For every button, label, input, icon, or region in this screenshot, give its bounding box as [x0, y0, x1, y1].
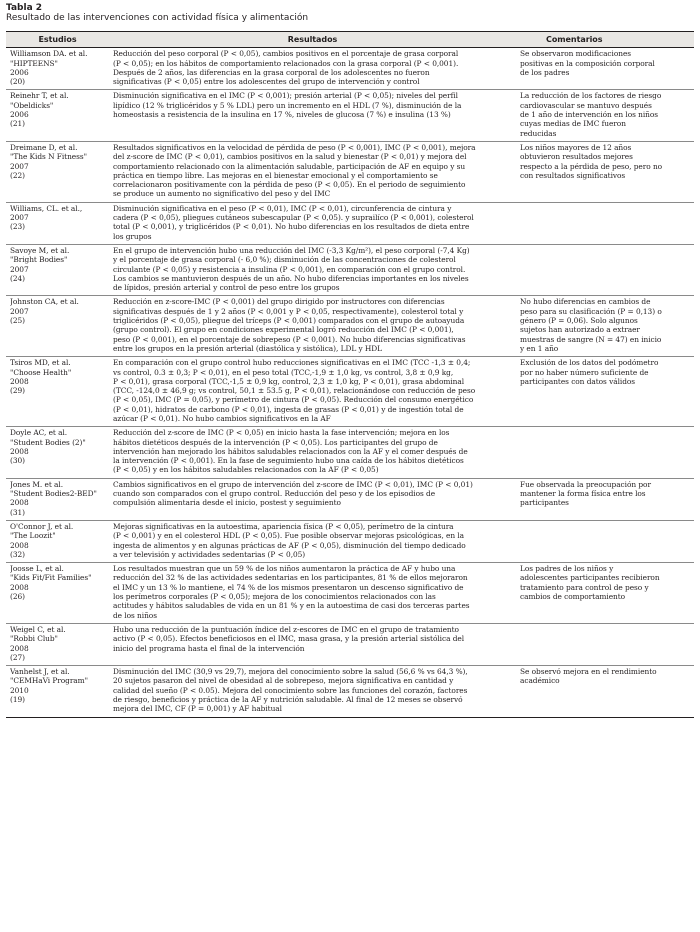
study-line: (25) [10, 316, 25, 326]
results-cell [109, 520, 516, 562]
results-line: Después de 2 años, las diferencias en la grasa corporal de los adolescentes no fueron [113, 67, 430, 77]
study-line: 2006 [10, 110, 29, 120]
comments-line: positivas en la composición corporal [520, 58, 655, 68]
study-line: "Student Bodies2-BED" [10, 489, 97, 499]
results-line: P < 0,01), grasa corporal (TCC,-1,5 ± 0,9 kg, control, 2,3 ± 1,0 kg, P < 0,01), grasa abdominal [113, 376, 465, 386]
comments-line: Fue observada la preocupación por [520, 479, 651, 489]
results-cell [109, 563, 516, 624]
study-line: (29) [10, 386, 25, 396]
study-line: (22) [10, 170, 25, 180]
study-line: (23) [10, 222, 25, 232]
study-line: Weigel C, et al. [10, 624, 66, 634]
results-line: Resultados significativos en la velocidad de pérdida de peso (P < 0,001), IMC (P < 0,001), mejora [113, 142, 476, 152]
results-line: 20 sujetos pasaron del nivel de obesidad al de sobrepeso, mejora significativa en cantidad y [113, 676, 454, 686]
comments-line: participantes [520, 498, 569, 508]
study-line: "CEMHaVi Program" [10, 676, 88, 686]
results-line: Los resultados muestran que un 59 % de los niños aumentaron la práctica de AF y hubo una [113, 564, 456, 574]
results-line: ingesta de alimentos y en algunas prácticas de AF (P < 0,05), disminución del tiempo dedicado [113, 540, 466, 550]
results-line: vs control, 0.3 ± 0,3; P < 0,01), en el peso total (TCC,-1,9 ± 1,0 kg, vs control, 3,8 ± 0,9 kg, [113, 367, 454, 377]
results-line: En el grupo de intervención hubo una reducción del IMC (-3,3 Kg/m²), el peso corporal (-7,4 Kg) [113, 245, 470, 255]
study-line: (27) [10, 652, 25, 662]
comments-line: académico [520, 676, 560, 686]
results-line: de los niños [113, 610, 157, 620]
results-line: y el porcentaje de grasa corporal (- 6,0 %); disminución de las concentraciones de colesterol [113, 255, 456, 265]
comments-line: por no haber número suficiente de [520, 367, 649, 377]
results-line: homeostasis a resistencia de la insulina en 17 %, niveles de glucosa (7 %) e insulina (13 %) [113, 110, 451, 120]
table-row [6, 666, 694, 717]
results-line: (P < 0,05), IMC (P = 0,05), y perímetro de cintura (P < 0,05). Reducción del consumo energético [113, 395, 474, 405]
study-cell [6, 427, 109, 478]
study-line: "Robbi Club" [10, 634, 58, 644]
study-line: "Choose Health" [10, 367, 72, 377]
results-line: (P < 0,01), hidratos de carbono (P < 0,01), ingesta de grasas (P < 0,01) y de ingestión total de [113, 404, 464, 414]
results-line: el IMC y un 13 % lo mantiene, el 74 % de los mismos presentaron un descenso significativo de [113, 582, 464, 592]
results-line: se produce un aumento no significativo del peso y del IMC [113, 189, 331, 199]
results-cell [109, 666, 516, 717]
study-line: (31) [10, 507, 25, 517]
results-line: Mejoras significativas en la autoestima, apariencia física (P < 0,05), perímetro de la cintura [113, 521, 454, 531]
study-cell [6, 48, 109, 90]
study-line: Jones M. et al. [10, 479, 64, 489]
study-line: (26) [10, 592, 25, 602]
study-line: Savoye M, et al. [10, 245, 70, 255]
results-line: correlacionaron positivamente con la pérdida de peso (P < 0,05). En el periodo de seguimiento [113, 180, 466, 190]
study-cell [6, 244, 109, 295]
results-line: peso (P < 0,001), en el porcentaje de sobrepeso (P < 0,001). No hubo diferencias significativas [113, 334, 466, 344]
results-line: (P < 0,05) y en los hábitos saludables relacionados con la AF (P < 0,05) [113, 465, 379, 475]
study-line: Dreimane D, et al. [10, 142, 78, 152]
study-line: 2008 [10, 498, 29, 508]
comments-line: mantener la forma física entre los [520, 489, 646, 499]
results-line: Hubo una reducción de la puntuación índice del z-escores de IMC en el grupo de tratamiento [113, 624, 459, 634]
comments-line: cardiovascular se mantuvo después [520, 100, 652, 110]
table-row [6, 141, 694, 202]
results-cell [109, 202, 516, 244]
results-cell [109, 623, 516, 665]
results-line: cuando son comparados con el grupo control. Reducción del peso y de los episodios de [113, 489, 436, 499]
study-line: "The Kids N Fitness" [10, 152, 87, 162]
comments-line: Exclusión de los datos del podómetro [520, 358, 659, 368]
study-line: Doyle AC, et al. [10, 428, 68, 438]
results-cell [109, 478, 516, 520]
header-comments: Comentarios [516, 32, 694, 48]
table-row [6, 623, 694, 665]
table-row [6, 478, 694, 520]
comments-line: reducidas [520, 128, 557, 138]
comments-line: y en 1 año [520, 343, 559, 353]
results-line: de lípidos, presión arterial y control de peso entre los grupos [113, 283, 340, 293]
comments-cell [516, 623, 694, 665]
comments-line: obtuvieron resultados mejores [520, 152, 633, 162]
results-line: (P < 0,001) y en el colesterol HDL (P < 0,05). Fue posible observar mejoras psicológicas, en la [113, 531, 465, 541]
comments-cell [516, 48, 694, 90]
results-cell [109, 90, 516, 141]
table-row [6, 296, 694, 357]
study-line: Johnston CA, et al. [10, 297, 79, 307]
study-line: (32) [10, 549, 25, 559]
results-line: Disminución del IMC (30,9 vs 29,7), mejora del conocimiento sobre la salud (56,6 % vs 64,3 %), [113, 667, 468, 677]
study-line: Vanhelst J, et al. [10, 667, 70, 677]
results-line: Reducción en z-score-IMC (P < 0,001) del grupo dirigido por instructores con diferencias [113, 297, 445, 307]
study-line: 2007 [10, 213, 29, 223]
header-studies: Estudios [6, 32, 109, 48]
study-line: "HIPTEENS" [10, 58, 58, 68]
results-line: calidad del sueño (P < 0.05). Mejora del conocimiento sobre las funciones del corazón, factores [113, 685, 468, 695]
results-cell [109, 48, 516, 90]
study-line: (24) [10, 273, 25, 283]
results-line: Disminución significativa en el IMC (P < 0,001); presión arterial (P < 0,05); niveles del perfil [113, 91, 458, 101]
study-line: 2007 [10, 306, 29, 316]
results-line: circulante (P < 0,05) y resistencia a insulina (P < 0,001), en comparación con el grupo control. [113, 264, 466, 274]
table-row [6, 90, 694, 141]
study-cell [6, 296, 109, 357]
results-cell [109, 141, 516, 202]
study-line: Tsiros MD, et al. [10, 358, 71, 368]
results-line: los grupos [113, 231, 152, 241]
comments-line: No hubo diferencias en cambios de [520, 297, 651, 307]
comments-line: Se observó mejora en el rendimiento [520, 667, 657, 677]
study-line: "Kids Fit/Fit Families" [10, 573, 92, 583]
comments-cell [516, 520, 694, 562]
results-cell [109, 296, 516, 357]
study-cell [6, 520, 109, 562]
comments-line: adolescentes participantes recibieron [520, 573, 660, 583]
comments-line: Los padres de los niños y [520, 564, 614, 574]
comments-cell [516, 296, 694, 357]
results-line: inicio del programa hasta el final de la intervención [113, 643, 305, 653]
study-cell [6, 202, 109, 244]
comments-line: de los padres [520, 67, 570, 77]
comments-line: con resultados significativos [520, 170, 626, 180]
results-line: entre los grupos en la presión arterial (diastólica y sistólica), LDL y HDL [113, 343, 383, 353]
comments-cell [516, 666, 694, 717]
results-line: hábitos dietéticos después de la intervención (P < 0,05). Los participantes del grupo de [113, 437, 438, 447]
results-line: Reducción del peso corporal (P < 0,05), cambios positivos en el porcentaje de grasa corporal [113, 49, 459, 59]
comments-line: peso para su clasificación (P = 0,13) o [520, 306, 662, 316]
study-cell [6, 90, 109, 141]
results-line: los perímetros corporales (P < 0,05); mejora de los conocimientos relacionados con las [113, 592, 436, 602]
results-line: activo (P < 0,05). Efectos beneficiosos en el IMC, masa grasa, y la presión arterial sistólica del [113, 634, 465, 644]
results-line: reducción del 32 % de las actividades sedentarias en los participantes, 81 % de ellos mejoraron [113, 573, 468, 583]
results-line: práctica en tiempo libre. Las mejoras en el bienestar emocional y el comportamiento se [113, 170, 438, 180]
study-line: 2008 [10, 582, 29, 592]
study-cell [6, 666, 109, 717]
table-row [6, 520, 694, 562]
table-number: Tabla 2 [6, 3, 43, 13]
study-line: 2008 [10, 376, 29, 386]
study-line: 2007 [10, 264, 29, 274]
results-line: a ver televisión y actividades sedentarias (P < 0,05) [113, 549, 306, 559]
study-line: "The Loozit" [10, 531, 56, 541]
results-line: Disminución significativa en el peso (P < 0,01), IMC (P < 0,01), circunferencia de cintura y [113, 203, 452, 213]
comments-line: muestras de sangre (N = 47) en inicio [520, 334, 662, 344]
study-line: 2006 [10, 67, 29, 77]
table-row [6, 563, 694, 624]
table-header-row [6, 32, 694, 48]
comments-line: sujetos han autorizado a extraer [520, 325, 640, 335]
results-table [6, 31, 694, 718]
comments-cell [516, 141, 694, 202]
table-row [6, 48, 694, 90]
comments-cell [516, 357, 694, 427]
results-line: En comparación con el grupo control hubo reducciones significativas en el IMC (TCC -1,3 ± 0,4; [113, 358, 471, 368]
comments-line: participantes con datos válidos [520, 376, 636, 386]
comments-line: respecto a la pérdida de peso, pero no [520, 161, 663, 171]
study-cell [6, 563, 109, 624]
comments-line: Se observaron modificaciones [520, 49, 632, 59]
study-line: (21) [10, 119, 25, 129]
table-row [6, 427, 694, 478]
comments-line: tratamiento para control de peso y [520, 582, 649, 592]
study-line: Williams, CL. et al., [10, 203, 83, 213]
study-line: "Obeldicks" [10, 100, 54, 110]
comments-line: Los niños mayores de 12 años [520, 142, 632, 152]
comments-cell [516, 244, 694, 295]
results-line: la intervención (P < 0,001). En la fase de seguimiento hubo una caída de los hábitos dietéticos [113, 456, 464, 466]
results-line: actitudes y hábitos saludables de vida en un 81 % y en la autoestima de casi dos terceras partes [113, 601, 470, 611]
study-line: Joosse L, et al. [10, 564, 64, 574]
results-line: Cambios significativos en el grupo de intervención del z-score de IMC (P < 0,01), IMC (P < 0,01) [113, 479, 473, 489]
study-line: "Bright Bodies" [10, 255, 68, 265]
study-line: 2010 [10, 685, 29, 695]
results-line: del z-score de IMC (P < 0,01), cambios positivos en la salud y bienestar (P < 0,01) y mejora del [113, 152, 467, 162]
results-line: Reducción del z-score de IMC (P < 0,05) en inicio hasta la fase intervención; mejora en los [113, 428, 450, 438]
table-title: Resultado de las intervenciones con actividad física y alimentación [6, 13, 309, 23]
study-line: 2008 [10, 540, 29, 550]
study-line: 2008 [10, 643, 29, 653]
study-line: "Student Bodies (2)" [10, 437, 86, 447]
results-cell [109, 357, 516, 427]
comments-cell [516, 478, 694, 520]
table-row [6, 357, 694, 427]
results-line: cadera (P < 0,05), pliegues cutáneos subescapular (P < 0,05). y suprailíco (P < 0,001), colesterol [113, 213, 474, 223]
study-cell [6, 141, 109, 202]
results-line: azúcar (P < 0,01). No hubo cambios significativos en la AF [113, 413, 331, 423]
comments-cell [516, 427, 694, 478]
results-line: (grupo control). El grupo en condiciones experimental logró reducción del IMC (P < 0,001), [113, 325, 454, 335]
study-line: 2008 [10, 446, 29, 456]
results-line: (P < 0,05); en los hábitos de comportamiento relacionados con la grasa corporal (P < 0,001). [113, 58, 459, 68]
study-cell [6, 478, 109, 520]
table-body [6, 48, 694, 717]
results-cell [109, 427, 516, 478]
results-line: compulsión alimentaria desde el inicio, postest y seguimiento [113, 498, 341, 508]
study-cell [6, 357, 109, 427]
comments-line: género (P = 0,06). Solo algunos [520, 316, 638, 326]
comments-cell [516, 90, 694, 141]
comments-line: cuyas medias de IMC fueron [520, 119, 626, 129]
results-line: (TCC, -124,0 ± 46,9 g; vs control, 50,1 ± 53.5 g, P < 0,01), relacionándose con reducción de peso [113, 386, 476, 396]
results-line: significativas (P < 0,05) entre los adolescentes del grupo de intervención y control [113, 77, 420, 87]
comments-cell [516, 202, 694, 244]
comments-line: de 1 año de intervención en los niños [520, 110, 659, 120]
study-cell [6, 623, 109, 665]
study-line: Reinehr T, et al. [10, 91, 69, 101]
study-line: 2007 [10, 161, 29, 171]
results-line: comportamiento relacionado con la alimentación saludable, participación de AF en equipo y su [113, 161, 466, 171]
study-line: O'Connor J, et al. [10, 521, 74, 531]
results-line: intervención han mejorado los hábitos saludables relacionados con la AF y el comer después de [113, 446, 468, 456]
header-results: Resultados [109, 32, 516, 48]
study-line: (19) [10, 695, 25, 704]
results-cell [109, 244, 516, 295]
results-line: triglicéridos (P < 0,05), pliegue del tríceps (P < 0,001) comparados con el grupo de autoayuda [113, 316, 465, 326]
results-line: Los cambios se mantuvieron después de un año. No hubo diferencias importantes en los niveles [113, 273, 469, 283]
results-line: significativas después de 1 y 2 años (P < 0,001 y P < 0,05, respectivamente), colesterol total y [113, 306, 464, 316]
table-row [6, 202, 694, 244]
study-line: (20) [10, 77, 25, 87]
results-line: lipídico (12 % triglicéridos y 5 % LDL) pero un incremento en el HDL (7 %), disminución de la [113, 100, 462, 110]
table-row [6, 244, 694, 295]
study-line: Williamson DA. et al. [10, 49, 88, 59]
comments-line: La reducción de los factores de riesgo [520, 91, 662, 101]
results-line: de riesgo, beneficios y práctica de la AF y nutrición saludable. Al final de 12 meses se observó [113, 695, 463, 704]
study-line: (30) [10, 456, 25, 466]
results-line: total (P < 0,001), y triglicéridos (P < 0,01). No hubo diferencias en los resultados de dieta entre [113, 222, 470, 232]
comments-line: cambios de comportamiento [520, 592, 626, 602]
comments-cell [516, 563, 694, 624]
results-line: mejora del IMC, CF (P = 0,001) y AF habitual [113, 704, 282, 714]
